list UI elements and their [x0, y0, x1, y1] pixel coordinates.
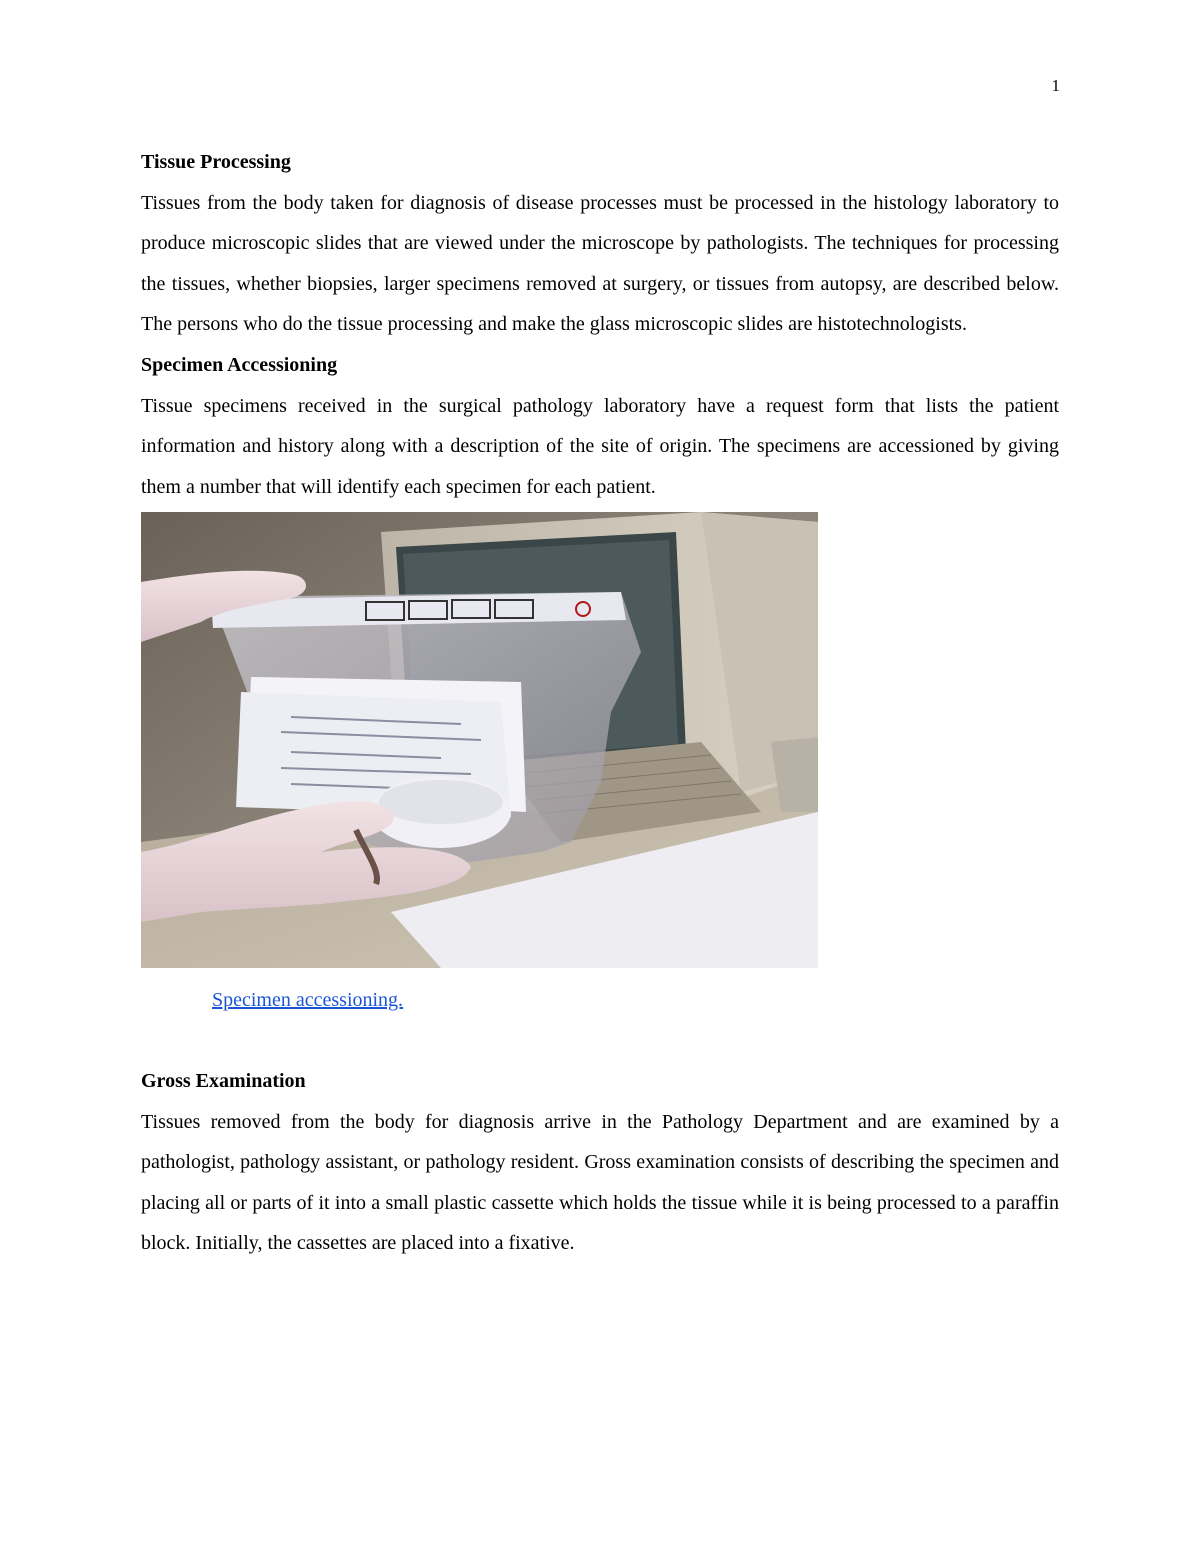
- heading-tissue-processing: Tissue Processing: [141, 151, 291, 173]
- paragraph-tissue-processing: Tissues from the body taken for diagnosis of disease processes must be processed in the histology laboratory to produce microscopic slides that are viewed under the microscope by pathologists. The techniques for processing the tissues, whether biopsies, larger specimens removed at surgery, or tissues from autopsy, are described below. The persons who do the tissue processing and make the glass microscopic slides are histotechnologists.: [141, 191, 1059, 336]
- specimen-accessioning-photo: [141, 512, 818, 968]
- document-body: [141, 142, 1059, 1264]
- spacer: [141, 1021, 1059, 1061]
- paragraph-specimen-accessioning: Tissue specimens received in the surgical pathology laboratory have a request form that lists the patient information and history along with a description of the site of origin. The specimens are accessioned by giving them a number that will identify each specimen for each patient.: [141, 394, 1059, 498]
- paragraph-gross-examination: Tissues removed from the body for diagnosis arrive in the Pathology Department and are examined by a pathologist, pathology assistant, or pathology resident. Gross examination consists of describing the specimen and placing all or parts of it into a small plastic cassette which holds the tissue while it is being processed to a paraffin block. Initially, the cassettes are placed into a fixative.: [141, 1110, 1059, 1255]
- page-number: 1: [1051, 76, 1060, 95]
- heading-gross-examination: Gross Examination: [141, 1069, 306, 1092]
- figure-caption-link[interactable]: Specimen accessioning.: [212, 989, 404, 1012]
- heading-specimen-accessioning: Specimen Accessioning: [141, 353, 338, 376]
